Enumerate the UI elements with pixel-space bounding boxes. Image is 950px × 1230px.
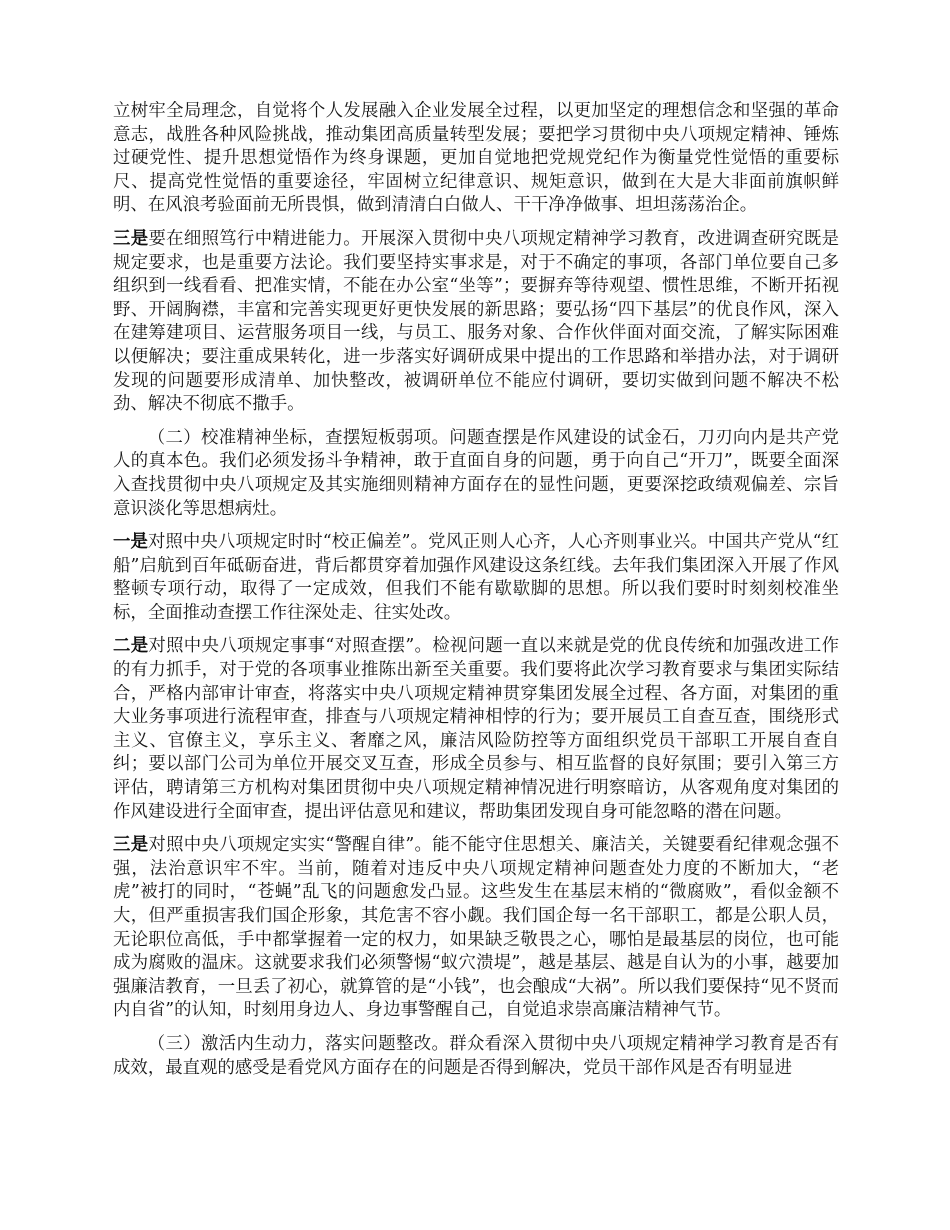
paragraph-text: （二）校准精神坐标，查摆短板弱项。问题查摆是作风建设的试金石，刀刃向内是共产党人的真本色。我们必须发扬斗争精神，敢于直面自身的问题，勇于向自己“开刀”，既要全面深入查找贯彻中央八项规定及其实施细则精神方面存在的显性问题，更要深挖政绩观偏差、宗旨意识淡化等思想病灶。 [113,427,839,519]
paragraph-text: 要在细照笃行中精进能力。开展深入贯彻中央八项规定精神学习教育，改进调查研究既是规定要求，也是重要方法论。我们要坚持实事求是，对于不确定的事项，各部门单位要自己多组织到一线看看、把准实情，不能在办公室“坐等”；要摒弃等待观望、惯性思维，不断开拓视野、开阔胸襟，丰富和完善实现更好更快发展的新思路；要弘扬“四下基层”的优良作风，深入在建筹建项目、运营服务项目一线，与员工、服务对象、合作伙伴面对面交流，了解实际困难以便解决；要注重成果转化，进一步落实好调研成果中提出的工作思路和举措办法，对于调研发现的问题要形成清单、加快整改，被调研单位不能应付调研，要切实做到问题不解决不松劲、解决不彻底不撒手。 [113,228,839,415]
paragraph-text: 对照中央八项规定事事“对照查摆”。检视问题一直以来就是党的优良传统和加强改进工作的有力抓手，对于党的各项事业推陈出新至关重要。我们要将此次学习教育要求与集团实际结合，严格内部审计审查，将落实中央八项规定精神贯穿集团发展全过程、各方面，对集团的重大业务事项进行流程审查，排查与八项规定精神相悖的行为；要开展员工自查互查，围绕形式主义、官僚主义，享乐主义、奢靡之风，廉洁风险防控等方面组织党员干部职工开展自查自纠；要以部门公司为单位开展交叉互查，形成全员参与、相互监督的良好氛围；要引入第三方评估，聘请第三方机构对集团贯彻中央八项规定精神情况进行明察暗访，从客观角度对集团的作风建设进行全面审查，提出评估意见和建议，帮助集团发现自身可能忽略的潜在问题。 [113,636,839,822]
paragraph-text: （三）激活内生动力，落实问题整改。群众看深入贯彻中央八项规定精神学习教育是否有成效，最直观的感受是看党风方面存在的问题是否得到解决，党员干部作风是否有明显进 [113,1033,839,1078]
section-heading-three [113,1033,839,1080]
paragraph-text: 立树牢全局理念，自觉将个人发展融入企业发展全过程，以更加坚定的理想信念和坚强的革命意志，战胜各种风险挑战，推动集团高质量转型发展；要把学习贯彻中央八项规定精神、锤炼过硬党性、提升思想觉悟作为终身课题，更加自觉地把党规党纪作为衡量党性觉悟的重要标尺、提高党性觉悟的重要途径，牢固树立纪律意识、规矩意识，做到在大是大非面前旗帜鲜明、在风浪考验面前无所畏惧，做到清清白白做人、干干净净做事、坦坦荡荡治企。 [113,101,839,216]
paragraph-point-one [113,531,839,625]
paragraph-text: 对照中央八项规定时时“校正偏差”。党风正则人心齐，人心齐则事业兴。中国共产党从“红船”启航到百年砥砺奋进，背后都贯穿着加强作风建设这条红线。去年我们集团深入开展了作风整顿专项行动，取得了一定成效，但我们不能有歇歇脚的思想。所以我们要时时刻刻校准坐标，全面推动查摆工作往深处走、往实处改。 [113,532,840,623]
paragraph-point-three [113,834,839,1023]
paragraph-point-two [113,635,839,824]
paragraph-point-three-first [113,228,839,417]
paragraph-text: 对照中央八项规定实实“警醒自律”。能不能守住思想关、廉洁关，关键要看纪律观念强不强，法治意识牢不牢。当前，随着对违反中央八项规定精神问题查处力度的不断加大，“老虎”被打的同时，“苍蝇”乱飞的问题愈发凸显。这些发生在基层末梢的“微腐败”，看似金额不大，但严重损害我们国企形象，其危害不容小觑。我们国企每一名干部职工，都是公职人员，无论职位高低，手中都掌握着一定的权力，如果缺乏敬畏之心，哪怕是最基层的岗位，也可能成为腐败的温床。这就要求我们必须警惕“蚁穴溃堤”，越是基层、越是自认为的小事，越要加强廉洁教育，一旦丢了初心，就算管的是“小钱”，也会酿成“大祸”。所以我们要保持“见不贤而内自省”的认知，时刻用身边人、身边事警醒自己，自觉追求崇高廉洁精神气节。 [113,835,839,1021]
document-body [113,100,839,1080]
section-heading-two [113,427,839,521]
paragraph-continuation [113,100,839,218]
paragraph-lead-label: 二是 [113,636,149,657]
paragraph-lead-label: 一是 [113,532,148,553]
paragraph-lead-label: 三是 [113,228,149,249]
paragraph-lead-label: 三是 [113,835,149,856]
